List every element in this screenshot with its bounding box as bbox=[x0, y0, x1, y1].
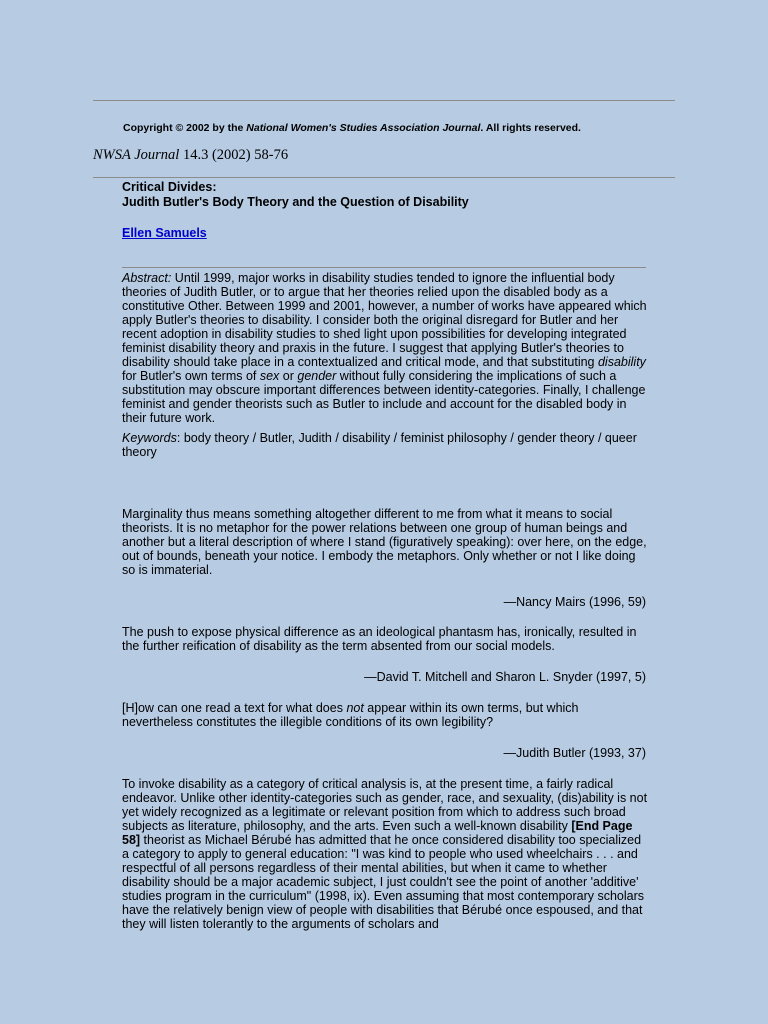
abstract-em-gender: gender bbox=[297, 369, 337, 383]
abstract-text-3: or bbox=[279, 369, 298, 383]
journal-citation bbox=[93, 147, 288, 164]
epigraph-3-text-1: [H]ow can one read a text for what does bbox=[122, 701, 347, 715]
author-link[interactable]: Ellen Samuels bbox=[122, 226, 207, 240]
abstract-em-sex: sex bbox=[259, 369, 280, 383]
body-paragraph bbox=[122, 777, 648, 931]
keywords-label: Keywords bbox=[122, 431, 177, 445]
copyright-prefix: Copyright © 2002 by the bbox=[123, 122, 247, 134]
abstract bbox=[122, 271, 648, 425]
body-text-2: theorist as Michael Bérubé has admitted that he once considered disability too specialized a category to apply to general education: "I was kind to people who used wheelchairs . . . and respectful of all persons regardless of their mental abilities, but when it came to whether disability should be a major academic subject, I just couldn't see the point of another 'additive' studies program in the curriculum" (1998, ix). Even assuming that most contemporary scholars have the relatively benign view of people with disabilities that Bérubé once espoused, and that they will listen tolerantly to the arguments of scholars and bbox=[122, 833, 645, 931]
top-rule bbox=[93, 100, 675, 101]
epigraph-3-em: not bbox=[346, 701, 364, 715]
abstract-label: Abstract: bbox=[122, 271, 172, 285]
epigraph-1-attribution: —Nancy Mairs (1996, 59) bbox=[503, 595, 646, 609]
copyright-suffix: . All rights reserved. bbox=[480, 122, 581, 134]
title-line-2: Judith Butler's Body Theory and the Question of Disability bbox=[122, 195, 469, 209]
epigraph-2-quote: The push to expose physical difference as an ideological phantasm has, ironically, resulted in the further reification of disability as the term absented from our social models. bbox=[122, 625, 637, 653]
abstract-text-4: without fully considering the implications of such a substitution may obscure important differences between identity-categories. Finally, I challenge feminist and gender theorists such as Butler to include and account for the disabled body in their future work. bbox=[122, 369, 646, 425]
abstract-text-2: for Butler's own terms of bbox=[122, 369, 260, 383]
citation-volume: 14.3 (2002) 58-76 bbox=[179, 147, 289, 163]
title-line-1: Critical Divides: bbox=[122, 180, 217, 194]
copyright-journal: National Women's Studies Association Journal bbox=[246, 122, 481, 134]
copyright-notice bbox=[123, 122, 581, 134]
citation-rule bbox=[93, 177, 675, 178]
article-title bbox=[122, 180, 469, 210]
abstract-rule bbox=[122, 267, 646, 268]
epigraph-3-attribution: —Judith Butler (1993, 37) bbox=[503, 746, 646, 760]
epigraph-2-attribution: —David T. Mitchell and Sharon L. Snyder (1997, 5) bbox=[364, 670, 646, 684]
citation-journal: NWSA Journal bbox=[93, 147, 180, 163]
abstract-text-1: Until 1999, major works in disability studies tended to ignore the influential body theories of Judith Butler, or to argue that her theories relied upon the disabled body as a constitutive Other. Between 1999 and 2001, however, a number of works have appeared which apply Butler's theories to disability. I consider both the original disregard for Butler and her recent adoption in disability studies to shed light upon possibilities for developing integrated feminist disability theory and praxis in the future. I suggest that applying Butler's theories to disability should take place in a contextualized and critical mode, and that substituting bbox=[122, 271, 647, 369]
epigraph-3-text-2: appear within its own terms, but which nevertheless constitutes the illegible conditions of its own legibility? bbox=[122, 701, 579, 729]
page-marker: [End Page 58] bbox=[122, 819, 633, 847]
body-text-1: To invoke disability as a category of critical analysis is, at the present time, a fairly radical endeavor. Unlike other identity-categories such as gender, race, and sexuality, (dis)ability is not yet widely recognized as a legitimate or relevant position from which to address such broad subjects as literature, philosophy, and the arts. Even such a well-known disability bbox=[122, 777, 648, 833]
keywords bbox=[122, 431, 648, 459]
abstract-em-disability: disability bbox=[597, 355, 646, 369]
keywords-text: : body theory / Butler, Judith / disability / feminist philosophy / gender theory / queer theory bbox=[122, 431, 637, 459]
epigraph-1-quote: Marginality thus means something altogether different to me from what it means to social theorists. It is no metaphor for the power relations between one group of human beings and another but a literal description of where I stand (figuratively speaking): over here, on the edge, out of bounds, beneath your notice. I embody the metaphors. Only whether or not I like doing so is immaterial. bbox=[122, 507, 647, 577]
epigraph-3-quote bbox=[122, 701, 648, 729]
